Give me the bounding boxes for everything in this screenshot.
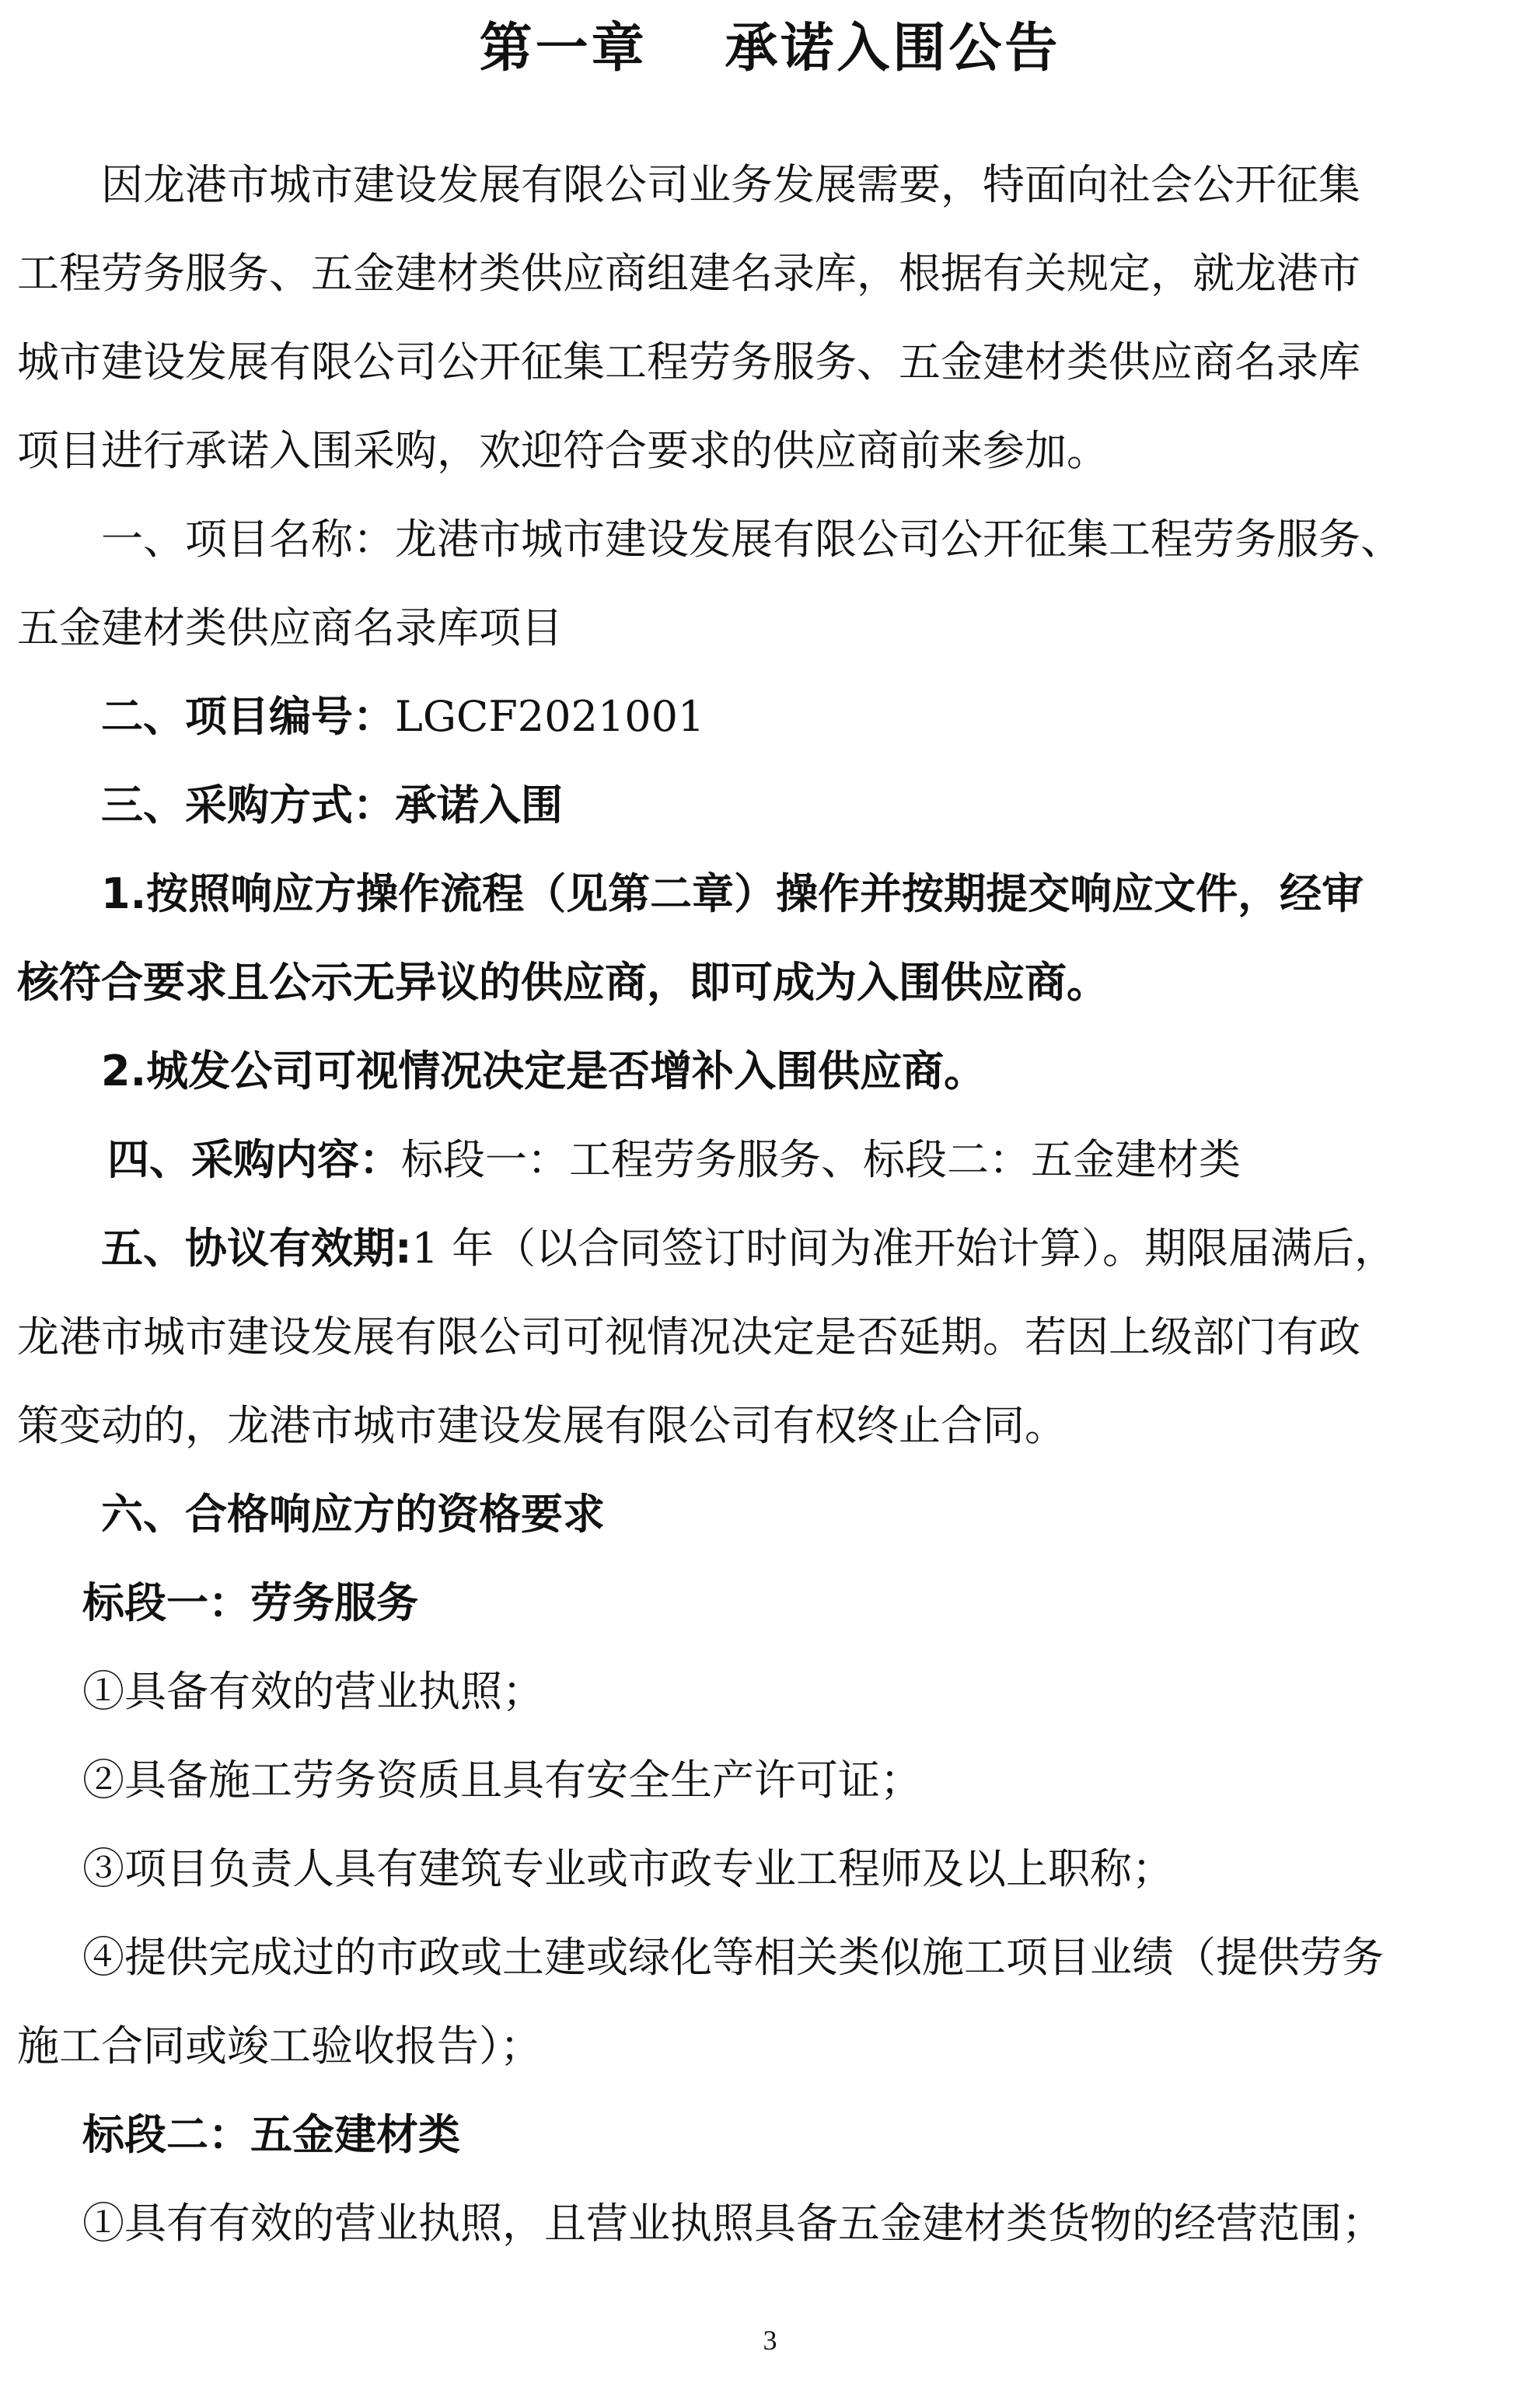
validity-line-2: 龙港市城市建设发展有限公司可视情况决定是否延期。若因上级部门有政 [17, 1312, 1360, 1361]
lot2-heading: 标段二：五金建材类 [82, 2110, 460, 2159]
project-number-line [17, 686, 1525, 748]
procurement-content-label: 四、采购内容： [107, 1135, 401, 1184]
page-number: 3 [763, 2325, 777, 2356]
intro-line-2: 工程劳务服务、五金建材类供应商组建名录库，根据有关规定，就龙港市 [17, 249, 1360, 298]
intro-line-3: 城市建设发展有限公司公开征集工程劳务服务、五金建材类供应商名录库 [17, 337, 1360, 386]
lot1-item-3: ③项目负责人具有建筑专业或市政专业工程师及以上职称； [82, 1844, 1174, 1893]
method-item-1-line-1: 1.按照响应方操作流程（见第二章）操作并按期提交响应文件，经审 [101, 869, 1364, 918]
method-item-2: 2.城发公司可视情况决定是否增补入围供应商。 [101, 1046, 987, 1095]
validity-line-1 [17, 1218, 1525, 1280]
lot1-item-4-line-2: 施工合同或竣工验收报告）； [17, 2021, 542, 2070]
procurement-content-value: 标段一：工程劳务服务、标段二：五金建材类 [401, 1135, 1241, 1184]
lot1-item-1: ①具备有效的营业执照； [82, 1667, 544, 1716]
project-number-label: 二、项目编号： [101, 692, 395, 741]
intro-line-1: 因龙港市城市建设发展有限公司业务发展需要，特面向社会公开征集 [101, 160, 1360, 209]
lot1-item-4-line-1: ④提供完成过的市政或土建或绿化等相关类似施工项目业绩（提供劳务 [82, 1933, 1384, 1982]
procurement-method-heading: 三、采购方式：承诺入围 [101, 781, 563, 830]
procurement-content-line [17, 1129, 1525, 1191]
validity-label: 五、协议有效期: [101, 1224, 412, 1273]
lot2-item-1: ①具有有效的营业执照，且营业执照具备五金建材类货物的经营范围； [82, 2199, 1384, 2248]
validity-line-3: 策变动的，龙港市城市建设发展有限公司有权终止合同。 [17, 1401, 1067, 1450]
qualification-heading: 六、合格响应方的资格要求 [101, 1490, 605, 1539]
intro-line-4: 项目进行承诺入围采购，欢迎符合要求的供应商前来参加。 [17, 426, 1109, 475]
lot1-heading: 标段一：劳务服务 [82, 1578, 418, 1627]
chapter-title: 第一章 承诺入围公告 [479, 18, 1061, 79]
validity-value: 1 年（以合同签订时间为准开始计算）。期限届满后， [411, 1224, 1397, 1273]
project-number-value: LGCF2021001 [395, 692, 705, 741]
method-item-1-line-2: 核符合要求且公示无异议的供应商，即可成为入围供应商。 [17, 958, 1109, 1007]
project-name-line-1: 一、项目名称：龙港市城市建设发展有限公司公开征集工程劳务服务、 [101, 515, 1402, 564]
project-name-line-2: 五金建材类供应商名录库项目 [17, 603, 563, 652]
lot1-item-2: ②具备施工劳务资质且具有安全生产许可证； [82, 1756, 922, 1805]
